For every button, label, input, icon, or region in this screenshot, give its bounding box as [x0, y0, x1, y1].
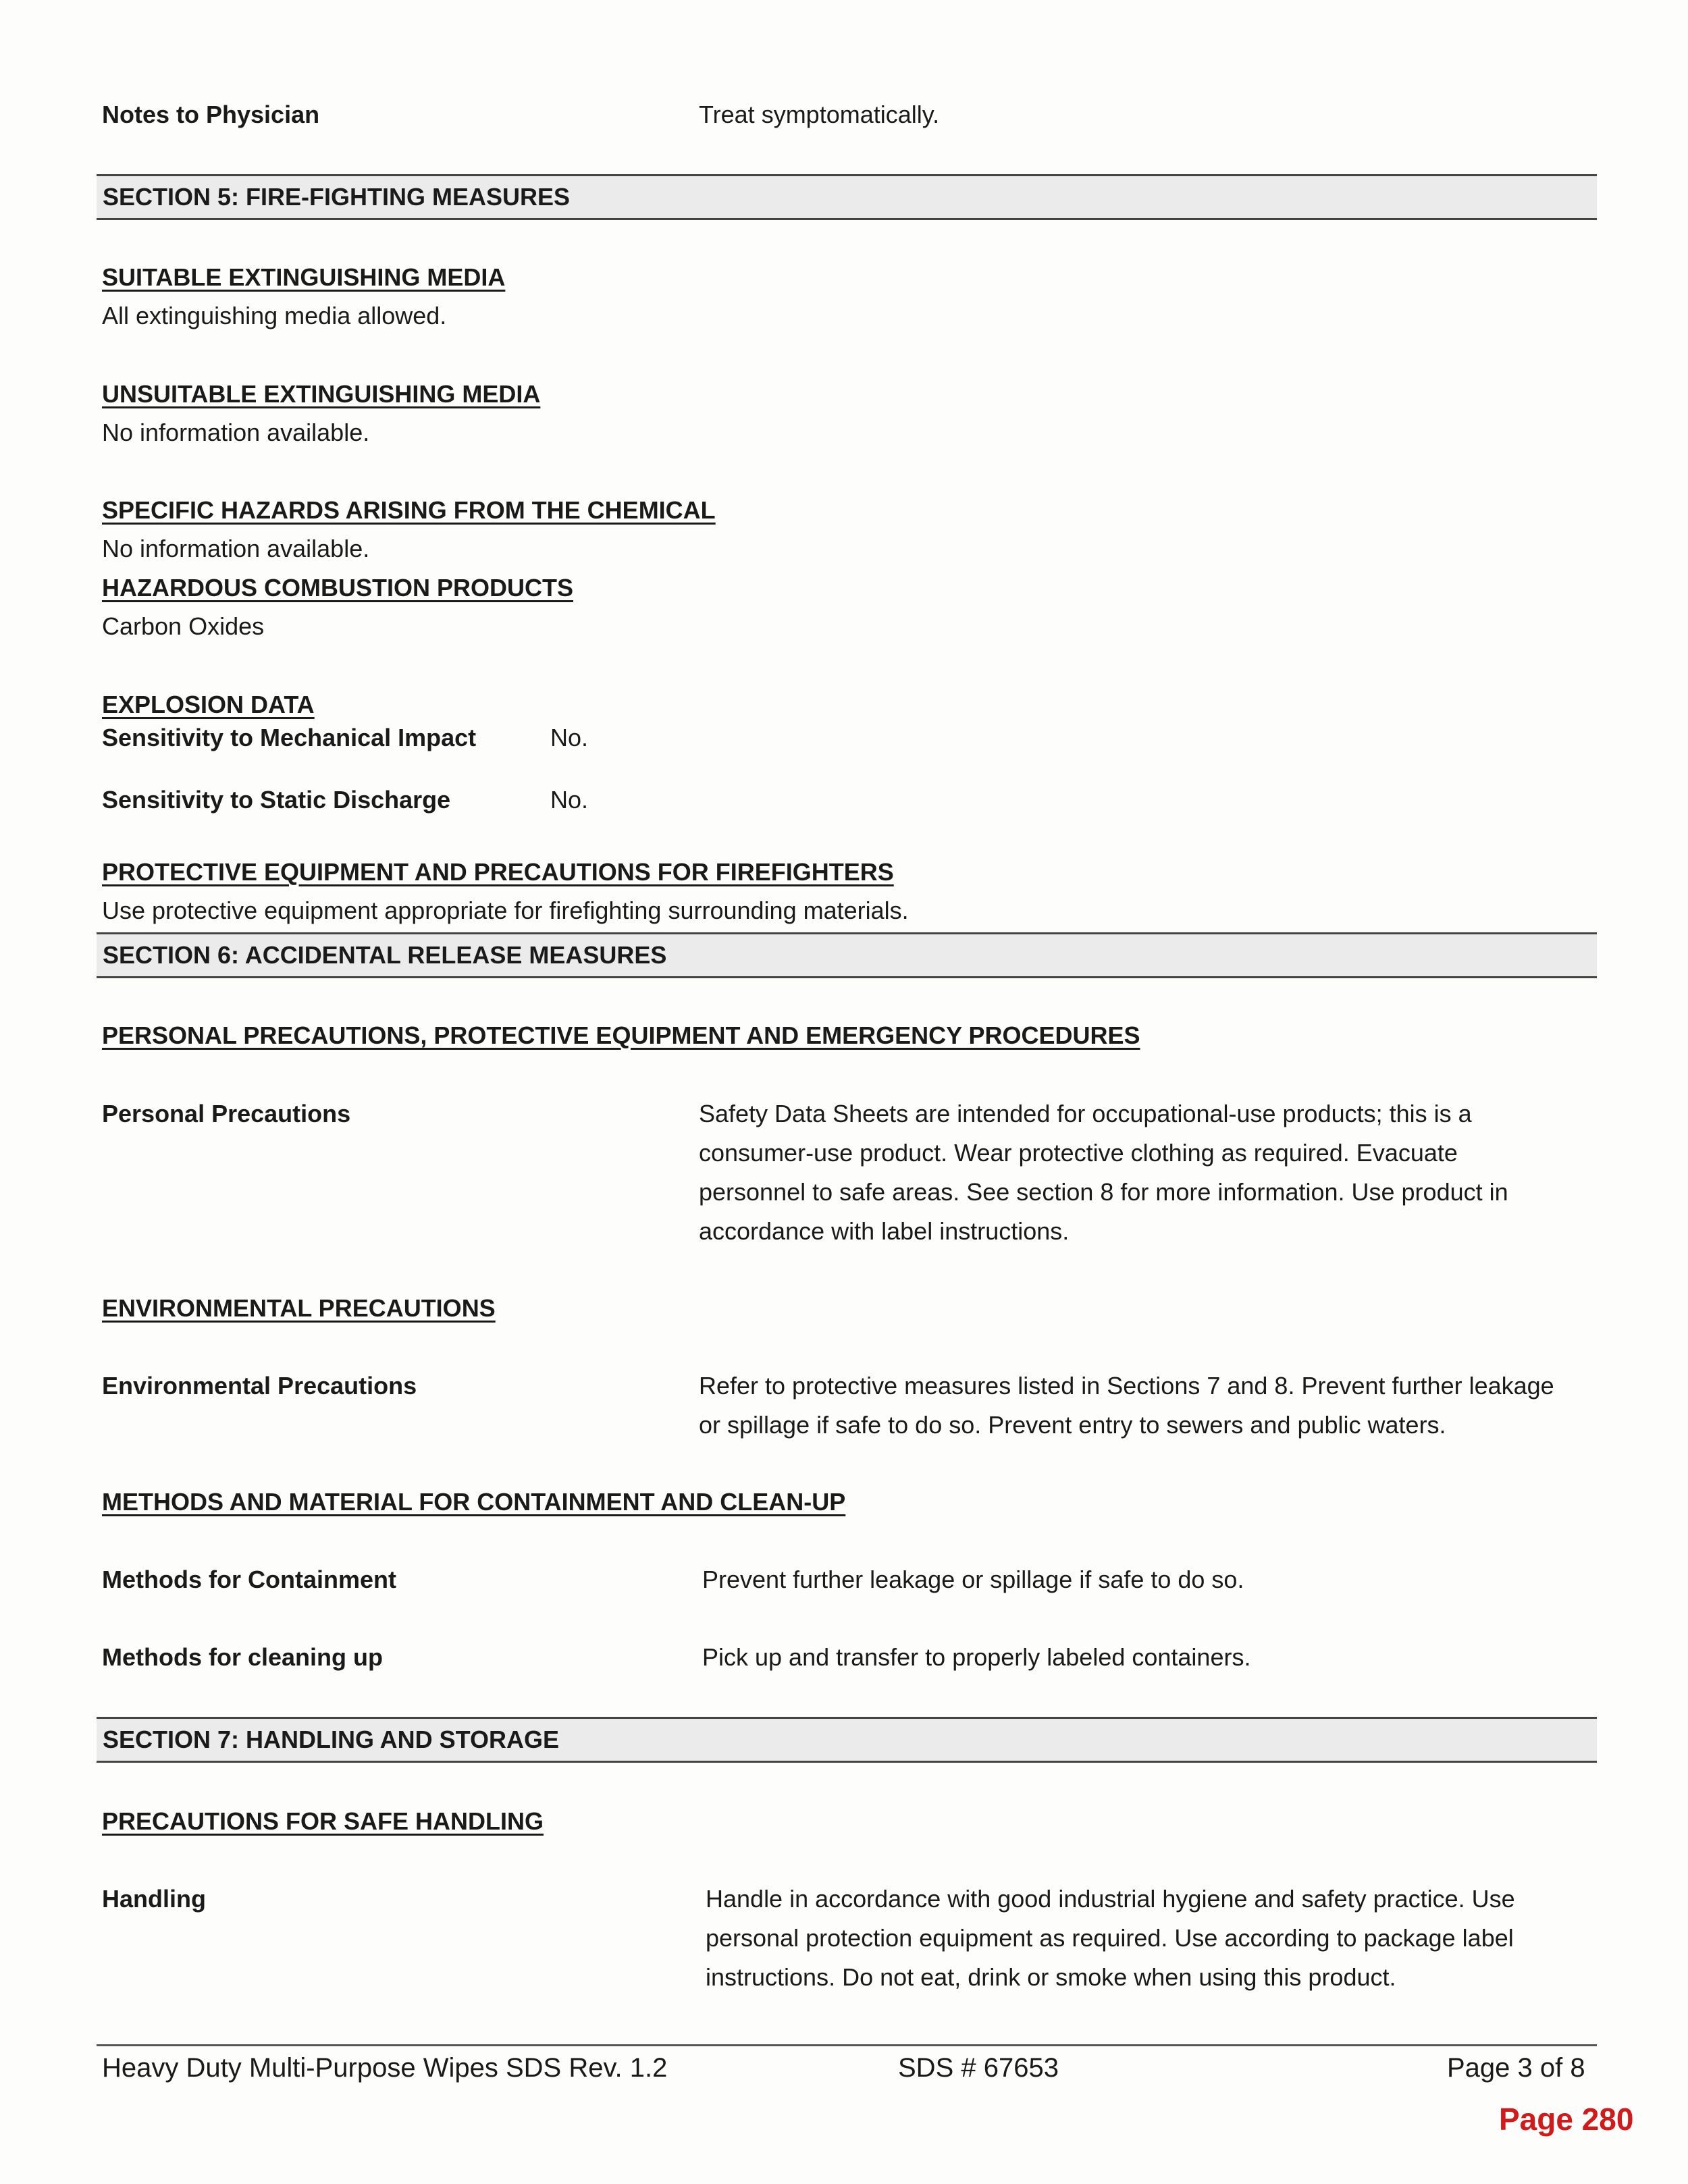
handling-line: Handle in accordance with good industrial hygiene and safety practice. Use: [706, 1885, 1515, 1913]
section-5-title: SECTION 5: FIRE-FIGHTING MEASURES: [103, 183, 571, 211]
footer-rule: [97, 2044, 1597, 2046]
personal-precautions-line: accordance with label instructions.: [699, 1217, 1070, 1245]
combustion-products-heading: HAZARDOUS COMBUSTION PRODUCTS: [102, 574, 573, 602]
containment-label: Methods for Containment: [102, 1566, 396, 1593]
footer-product: Heavy Duty Multi-Purpose Wipes SDS Rev. 1.2: [102, 2053, 668, 2083]
section-7-header: [97, 1717, 1597, 1763]
suitable-media-heading: SUITABLE EXTINGUISHING MEDIA: [102, 263, 506, 291]
environmental-precautions-text: [699, 1366, 1597, 1445]
section-6-title: SECTION 6: ACCIDENTAL RELEASE MEASURES: [103, 941, 667, 969]
handling-line: instructions. Do not eat, drink or smoke when using this product.: [706, 1963, 1396, 1991]
handling-text: [706, 1880, 1597, 1997]
static-discharge-label: Sensitivity to Static Discharge: [102, 786, 451, 814]
section-5-header: [97, 174, 1597, 220]
personal-precautions-text: [699, 1094, 1597, 1251]
combustion-products-text: Carbon Oxides: [102, 612, 265, 640]
page-stamp: Page 280: [1499, 2102, 1634, 2137]
cleanup-label: Methods for cleaning up: [102, 1643, 384, 1671]
containment-methods-heading: METHODS AND MATERIAL FOR CONTAINMENT AND CLEAN-UP: [102, 1488, 846, 1516]
unsuitable-media-heading: UNSUITABLE EXTINGUISHING MEDIA: [102, 380, 541, 408]
cleanup-value: Pick up and transfer to properly labeled containers.: [702, 1643, 1251, 1671]
footer-page: Page 3 of 8: [1447, 2053, 1585, 2083]
personal-precautions-line: personnel to safe areas. See section 8 for more information. Use product in: [699, 1178, 1508, 1206]
personal-precautions-line: Safety Data Sheets are intended for occupational-use products; this is a: [699, 1100, 1472, 1127]
specific-hazards-text: No information available.: [102, 535, 370, 562]
notes-to-physician-value: Treat symptomatically.: [699, 101, 940, 128]
personal-precautions-line: consumer-use product. Wear protective clothing as required. Evacuate: [699, 1139, 1458, 1167]
unsuitable-media-text: No information available.: [102, 419, 370, 446]
protective-equipment-text: Use protective equipment appropriate for firefighting surrounding materials.: [102, 897, 909, 924]
handling-label: Handling: [102, 1885, 206, 1913]
static-discharge-value: No.: [550, 786, 589, 814]
mechanical-impact-label: Sensitivity to Mechanical Impact: [102, 724, 477, 751]
suitable-media-text: All extinguishing media allowed.: [102, 302, 447, 329]
protective-equipment-heading: PROTECTIVE EQUIPMENT AND PRECAUTIONS FOR FIREFIGHTERS: [102, 858, 894, 886]
personal-precautions-label: Personal Precautions: [102, 1100, 351, 1127]
mechanical-impact-value: No.: [550, 724, 589, 751]
personal-precautions-heading: PERSONAL PRECAUTIONS, PROTECTIVE EQUIPMENT AND EMERGENCY PROCEDURES: [102, 1021, 1140, 1049]
specific-hazards-heading: SPECIFIC HAZARDS ARISING FROM THE CHEMICAL: [102, 496, 716, 524]
environmental-precautions-line: or spillage if safe to do so. Prevent entry to sewers and public waters.: [699, 1411, 1446, 1439]
environmental-precautions-line: Refer to protective measures listed in Sections 7 and 8. Prevent further leakage: [699, 1372, 1554, 1400]
safe-handling-heading: PRECAUTIONS FOR SAFE HANDLING: [102, 1807, 544, 1835]
environmental-precautions-label: Environmental Precautions: [102, 1372, 417, 1400]
handling-line: personal protection equipment as required. Use according to package label: [706, 1924, 1514, 1952]
section-7-title: SECTION 7: HANDLING AND STORAGE: [103, 1726, 560, 1753]
section-6-header: [97, 932, 1597, 978]
explosion-data-heading: EXPLOSION DATA: [102, 691, 315, 718]
environmental-precautions-heading: ENVIRONMENTAL PRECAUTIONS: [102, 1294, 496, 1322]
footer-sds-number: SDS # 67653: [898, 2053, 1059, 2083]
notes-to-physician-label: Notes to Physician: [102, 101, 320, 128]
containment-value: Prevent further leakage or spillage if safe to do so.: [702, 1566, 1244, 1593]
